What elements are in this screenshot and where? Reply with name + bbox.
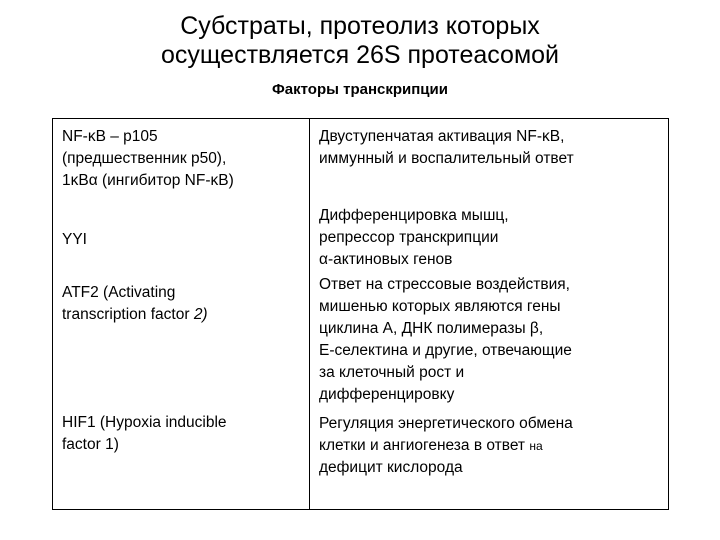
- substrates-table: [52, 118, 669, 510]
- role-nfkb: Двуступенчатая активация NF-κB, иммунный и воспалительный ответ: [319, 128, 574, 167]
- factor-yyi: YYI: [62, 231, 87, 248]
- role-hif1: Регуляция энергетического обмена клетки и ангиогенеза в ответ на дефицит кислорода: [319, 415, 573, 476]
- factor-hif1: HIF1 (Hypoxia inducible factor 1): [62, 414, 227, 453]
- factor-atf2: ATF2 (Activating transcription factor 2): [62, 284, 208, 323]
- title-line-1: Субстраты, протеолиз которых: [180, 12, 540, 40]
- page-title: [0, 12, 720, 70]
- column-divider: [309, 119, 310, 509]
- role-yyi: Дифференцировка мышц, репрессор транскрипции α-актиновых генов: [319, 207, 509, 268]
- factor-nfkb: NF-κB – p105 (предшественник p50), 1κBα (ингибитор NF-κB): [62, 128, 234, 189]
- title-line-2: осуществляется 26S протеасомой: [160, 41, 560, 69]
- section-subtitle: Факторы транскрипции: [272, 81, 448, 98]
- role-atf2: Ответ на стрессовые воздействия, мишенью которых являются гены циклина А, ДНК полимеразы β, E-селектина и другие, отвечающие за клеточный рост и дифференцировку: [319, 276, 572, 403]
